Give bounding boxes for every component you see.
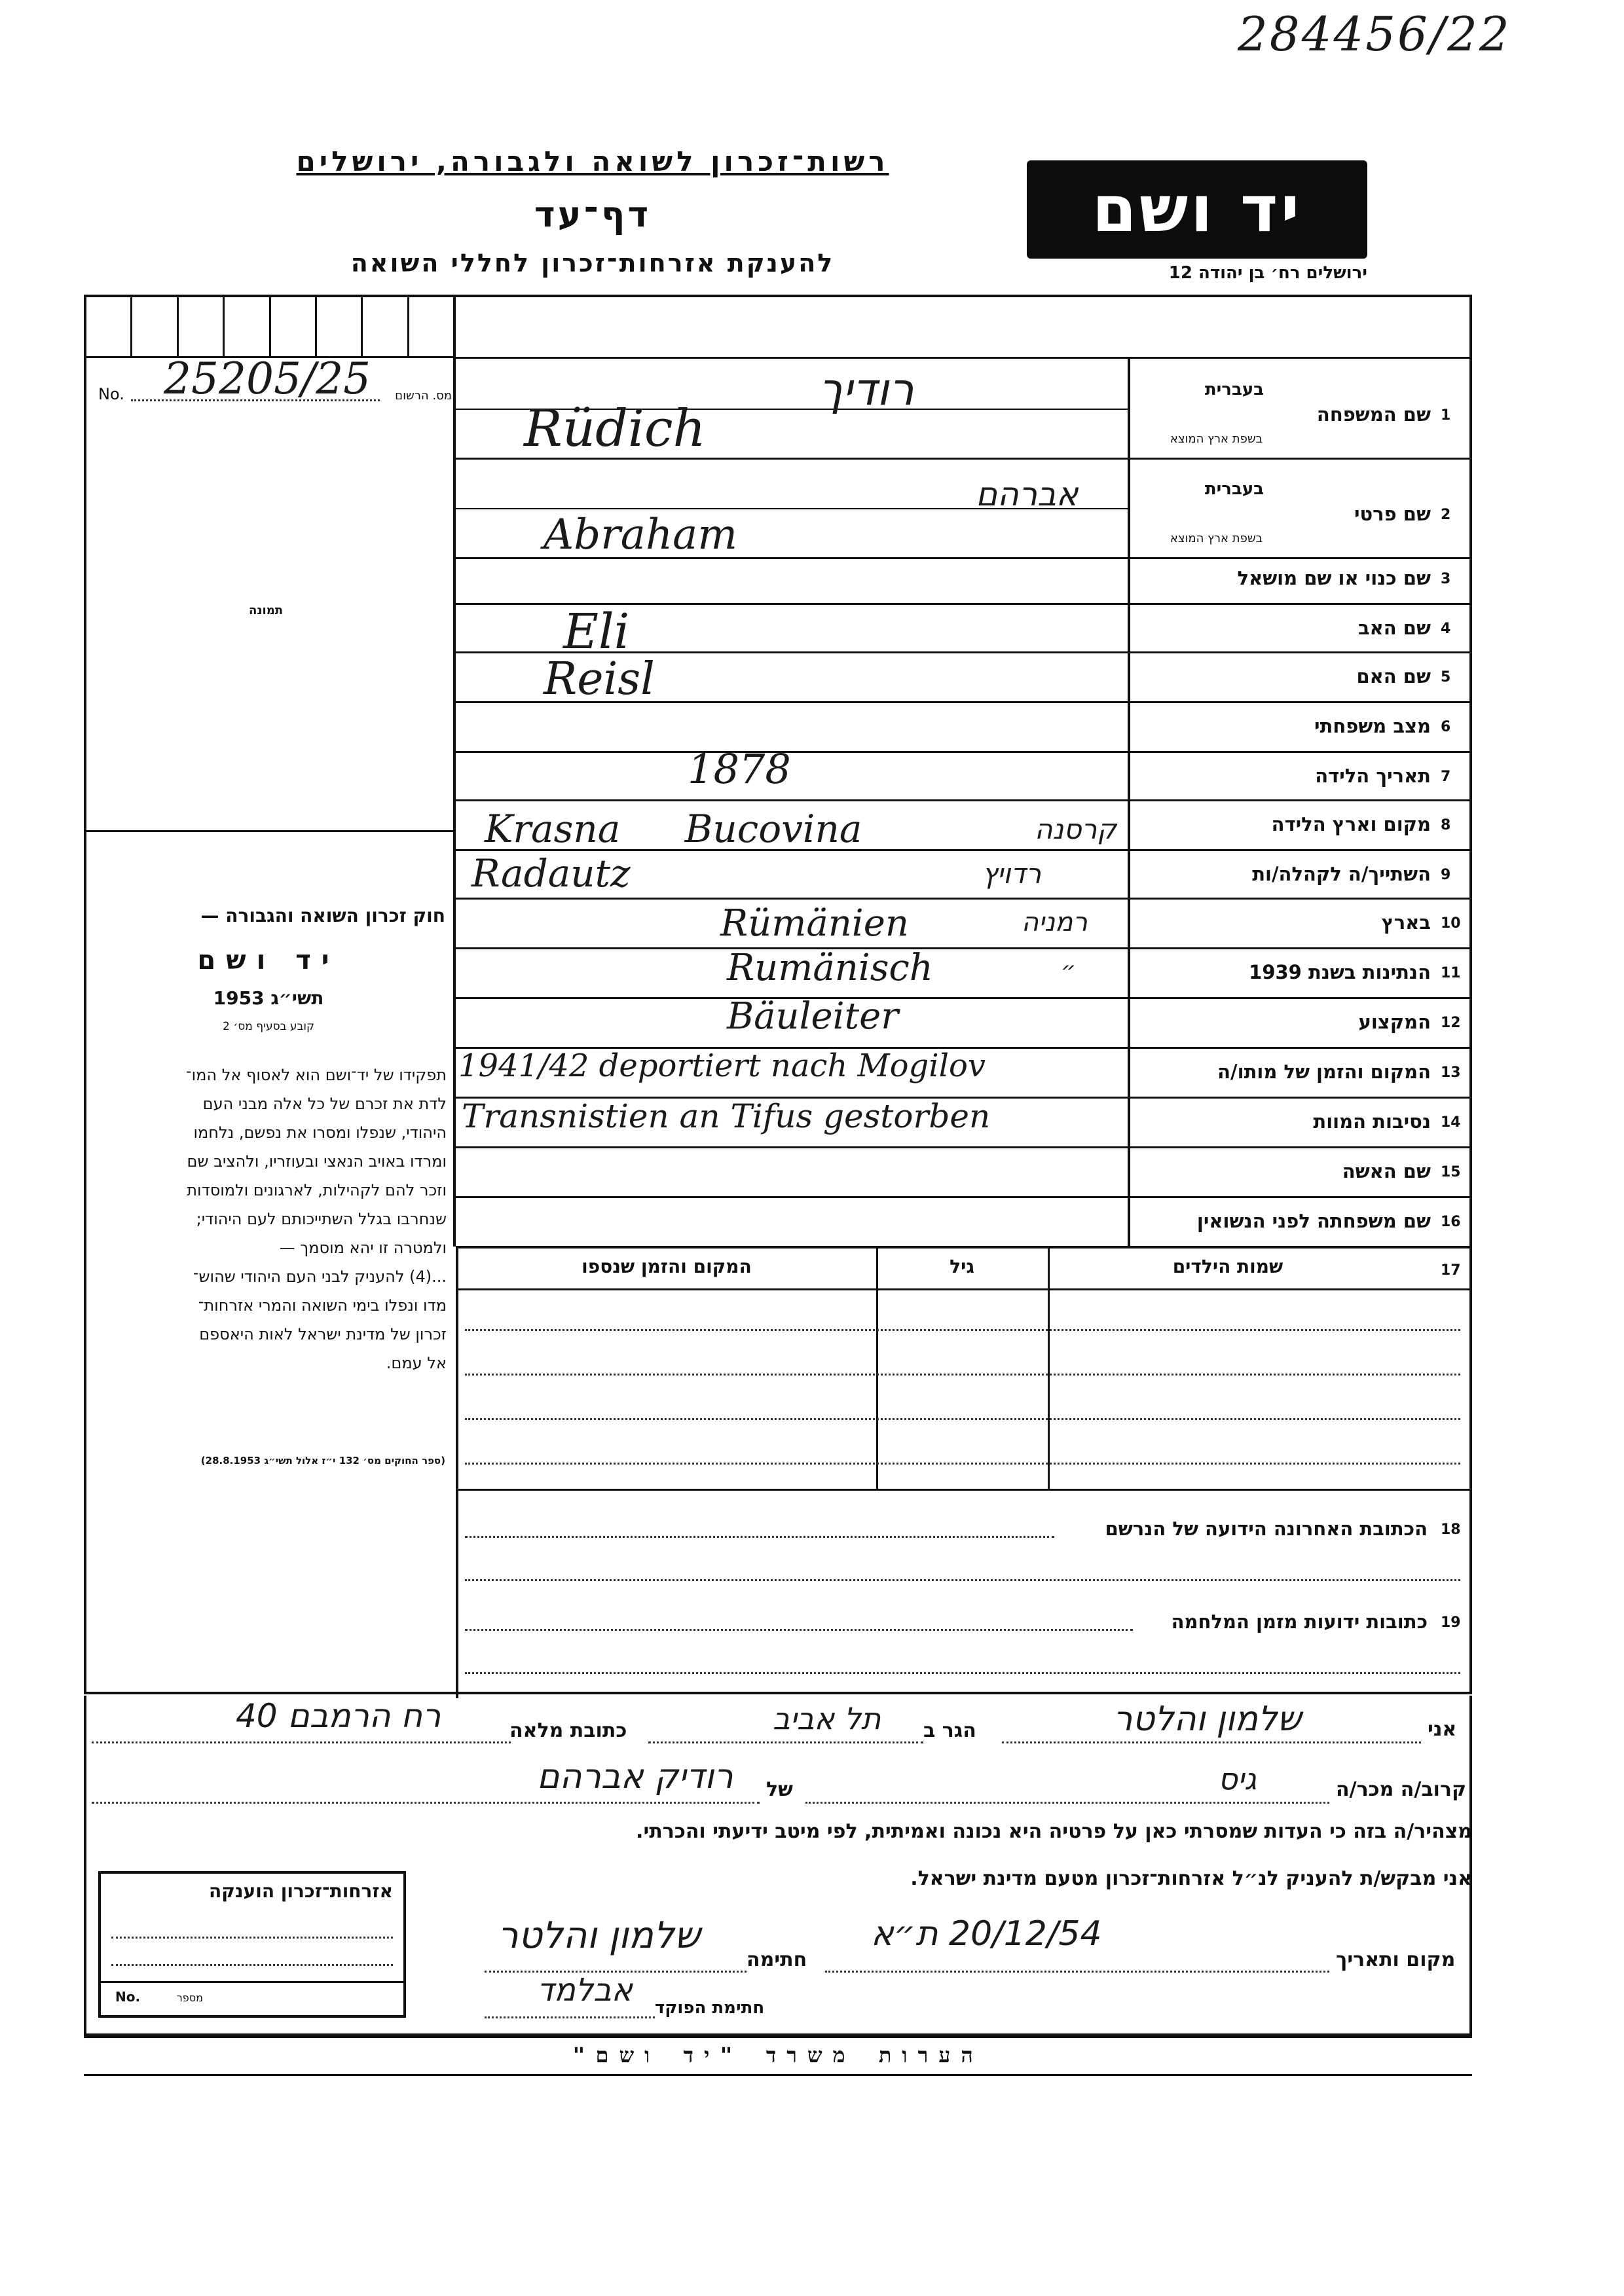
field1-sub-origin: בשפת ארץ המוצא: [1170, 432, 1263, 446]
decl-address: רח הרמבם 40: [236, 1697, 441, 1735]
field-label-1: שם המשפחה: [1316, 403, 1431, 426]
citizenship-no-label: No.: [115, 1989, 141, 2005]
decl-signature: שלמון והלטר: [498, 1914, 701, 1957]
law-line: תפקידו של יד־ושם הוא לאסוף אל המו־: [185, 1066, 447, 1084]
registration-number: 25205/25: [164, 354, 371, 404]
decl-relation-label: קרוב/ה מכר/ה: [1336, 1778, 1467, 1801]
citizenship-title: אזרחות־זכרון הוענקה: [209, 1880, 393, 1902]
field-label-4: שם האב: [1357, 617, 1431, 639]
field-label-12: המקצוע: [1358, 1011, 1431, 1033]
row-divider: [456, 751, 1469, 753]
field-num-5: 5: [1441, 669, 1451, 685]
firstname-latin: Abraham: [544, 511, 737, 559]
children-col-age: גיל: [950, 1256, 974, 1277]
country-hebrew: רמניה: [1022, 907, 1088, 938]
page-title: דף־עד: [534, 194, 652, 235]
field-num-14: 14: [1441, 1114, 1461, 1131]
row-divider: [456, 947, 1469, 949]
field2-sub-heb: בעברית: [1204, 479, 1264, 499]
field-label-11: הנתינות בשנת 1939: [1249, 961, 1431, 983]
row-divider: [456, 799, 1469, 801]
field-label-14: נסיבות המוות: [1313, 1110, 1431, 1133]
field-num-7: 7: [1441, 769, 1451, 785]
field-num-16: 16: [1441, 1214, 1461, 1230]
field1-sub-heb: בעברית: [1204, 380, 1264, 399]
law-line: וזכר להם לקהילות, לארגונים ולמוסדות: [187, 1181, 447, 1199]
birthplace: Krasna Bucovina: [485, 807, 862, 851]
mother-name: Reisl: [544, 653, 655, 705]
decl-relation: גיס: [1218, 1761, 1257, 1796]
country: Rümänien: [720, 902, 909, 945]
header-address: ירושלים רח׳ בן יהודה 12: [1168, 263, 1367, 283]
surname-latin: Rüdich: [524, 399, 706, 458]
field18-label: הכתובת האחרונה הידועה של הנרשם: [1105, 1518, 1428, 1540]
decl-of-name: רודיק אברהם: [537, 1757, 733, 1796]
law-footnote: (ספר החוקים מס׳ 132 י״ז אלול תשי״ג 28.8.1953): [200, 1455, 445, 1467]
decl-of-label: של: [766, 1778, 793, 1801]
decl-resident-label: הגר ב: [923, 1719, 976, 1742]
surname-hebrew: רודיך: [819, 364, 914, 416]
children-col-place: המקום והזמן שנספו: [581, 1256, 752, 1277]
law-line: ...(4) להעניק לבני העם היהודי שהוש־: [193, 1267, 447, 1286]
community: Radautz: [471, 851, 631, 896]
father-name: Eli: [563, 604, 630, 660]
birth-date: 1878: [688, 745, 791, 793]
citizenship-heb-label: מספר: [176, 1992, 203, 2004]
field-label-6: מצב משפחתי: [1314, 715, 1431, 737]
law-body: [83, 1061, 447, 1377]
page-subtitle: להענקת אזרחות־זכרון לחללי השואה: [350, 249, 835, 278]
field19-num: 19: [1441, 1614, 1461, 1631]
field-label-3: שם כנוי או שם מושאל: [1237, 567, 1431, 589]
decl-place-date-label: מקום ותאריך: [1336, 1948, 1456, 1971]
decl-place-date: 20/12/54 ת״א: [871, 1914, 1102, 1954]
law-year: תשי״ג 1953: [213, 987, 324, 1009]
death-place-time: 1941/42 deportiert nach Mogilov: [458, 1048, 986, 1084]
law-line: אל עמם.: [386, 1354, 447, 1372]
law-title: חוק זכרון השואה והגבורה —: [200, 905, 445, 926]
logo-text: יד ושם: [1092, 172, 1302, 247]
firstname-hebrew: אברהם: [976, 475, 1079, 513]
field-label-10: בארץ: [1381, 911, 1431, 934]
decl-city: תל אביב: [773, 1701, 881, 1736]
field-num-13: 13: [1441, 1065, 1461, 1081]
decl-officer-label: חתימת הפוקד: [655, 1998, 765, 2018]
field19-label: כתובות ידועות מזמן המלחמה: [1171, 1611, 1428, 1633]
registration-no-label: No.: [98, 385, 124, 403]
decl-officer-signature: אבלמד: [537, 1972, 633, 2009]
law-line: היהודי, שנפלו ומסרו את נפשם, נלחמו: [193, 1123, 447, 1142]
field-num-4: 4: [1441, 621, 1451, 637]
field-label-2: שם פרטי: [1354, 503, 1431, 525]
law-line: מדו ונפלו בימי השואה והמרי אזרחות־: [198, 1296, 447, 1315]
row-divider: [456, 997, 1469, 999]
field-num-12: 12: [1441, 1015, 1461, 1031]
field-label-9: השתייך/ה לקהלה/ות: [1252, 863, 1431, 885]
decl-ani: אני: [1428, 1718, 1457, 1741]
law-clause: קובע בסעיף מס׳ 2: [222, 1020, 315, 1033]
field-num-2: 2: [1441, 507, 1451, 523]
decl-statement1: מצהיר/ה בזה כי העדות שמסרתי כאן על פרטיה היא נכונה ואמיתית, לפי מיטב ידיעתי והכרתי.: [636, 1820, 1472, 1843]
death-circumstances: Transnistien an Tifus gestorben: [462, 1097, 991, 1135]
field-num-8: 8: [1441, 817, 1451, 833]
field-num-10: 10: [1441, 915, 1461, 932]
community-hebrew: רדויץ: [982, 858, 1042, 890]
field-label-13: המקום והזמן של מותו/ה: [1217, 1061, 1431, 1083]
authority-title: רשות־זכרון לשואה ולגבורה, ירושלים: [296, 145, 889, 177]
field18-num: 18: [1441, 1522, 1461, 1538]
law-line: ומרדו באויב הנאצי ובעוזריו, ולהציב שם: [187, 1152, 447, 1171]
photo-label: תמונה: [249, 604, 284, 617]
birthplace-hebrew: קרסנה: [1035, 813, 1117, 845]
field-num-3: 3: [1441, 571, 1451, 587]
field2-sub-origin: בשפת ארץ המוצא: [1170, 532, 1263, 545]
field-num-15: 15: [1441, 1164, 1461, 1180]
field-num-9: 9: [1441, 867, 1451, 883]
profession: Bäuleiter: [727, 995, 898, 1038]
nationality-ditto: ״: [1061, 957, 1077, 984]
nationality: Rumänisch: [727, 947, 933, 989]
decl-signature-label: חתימה: [747, 1948, 807, 1971]
field-label-7: תאריך הלידה: [1315, 765, 1431, 787]
row-divider: [456, 898, 1469, 900]
registration-heb-label: מס. הרשום: [395, 389, 452, 403]
field-label-16: שם משפחתה לפני הנשואין: [1196, 1210, 1431, 1232]
field17-num: 17: [1441, 1262, 1461, 1279]
law-line: ולמטרה זו יהא מוסמך —: [279, 1239, 447, 1257]
field-label-5: שם האם: [1356, 665, 1431, 687]
law-name: יד ושם: [197, 945, 340, 975]
field-num-6: 6: [1441, 719, 1451, 735]
law-line: לדת את זכרם של כל אלה מבני העם: [202, 1095, 447, 1113]
office-notes-label: הערות משרד "יד ושם": [572, 2043, 984, 2068]
yad-vashem-logo: [1027, 160, 1367, 259]
archive-number: 284456/22: [1238, 7, 1511, 62]
row-divider: [456, 1146, 1469, 1148]
law-line: שנחרבו בגלל השתייכותם לעם היהודי;: [196, 1210, 447, 1228]
decl-statement2: אני מבקש/ת להעניק לנ״ל אזרחות־זכרון מטעם מדינת ישראל.: [910, 1867, 1472, 1890]
law-line: זכרון של מדינת ישראל לאות היאספם: [199, 1325, 447, 1343]
registration-boxes: [86, 297, 453, 358]
field-num-11: 11: [1441, 965, 1461, 981]
decl-address-label: כתובת מלאה: [509, 1719, 627, 1742]
field-num-1: 1: [1441, 407, 1451, 424]
row-divider: [456, 1196, 1469, 1198]
field-label-8: מקום וארץ הלידה: [1271, 813, 1431, 835]
children-col-names: שמות הילדים: [1172, 1256, 1283, 1277]
declarant-name: שלמון והלטר: [1113, 1700, 1302, 1739]
field-label-15: שם האשה: [1342, 1160, 1431, 1182]
